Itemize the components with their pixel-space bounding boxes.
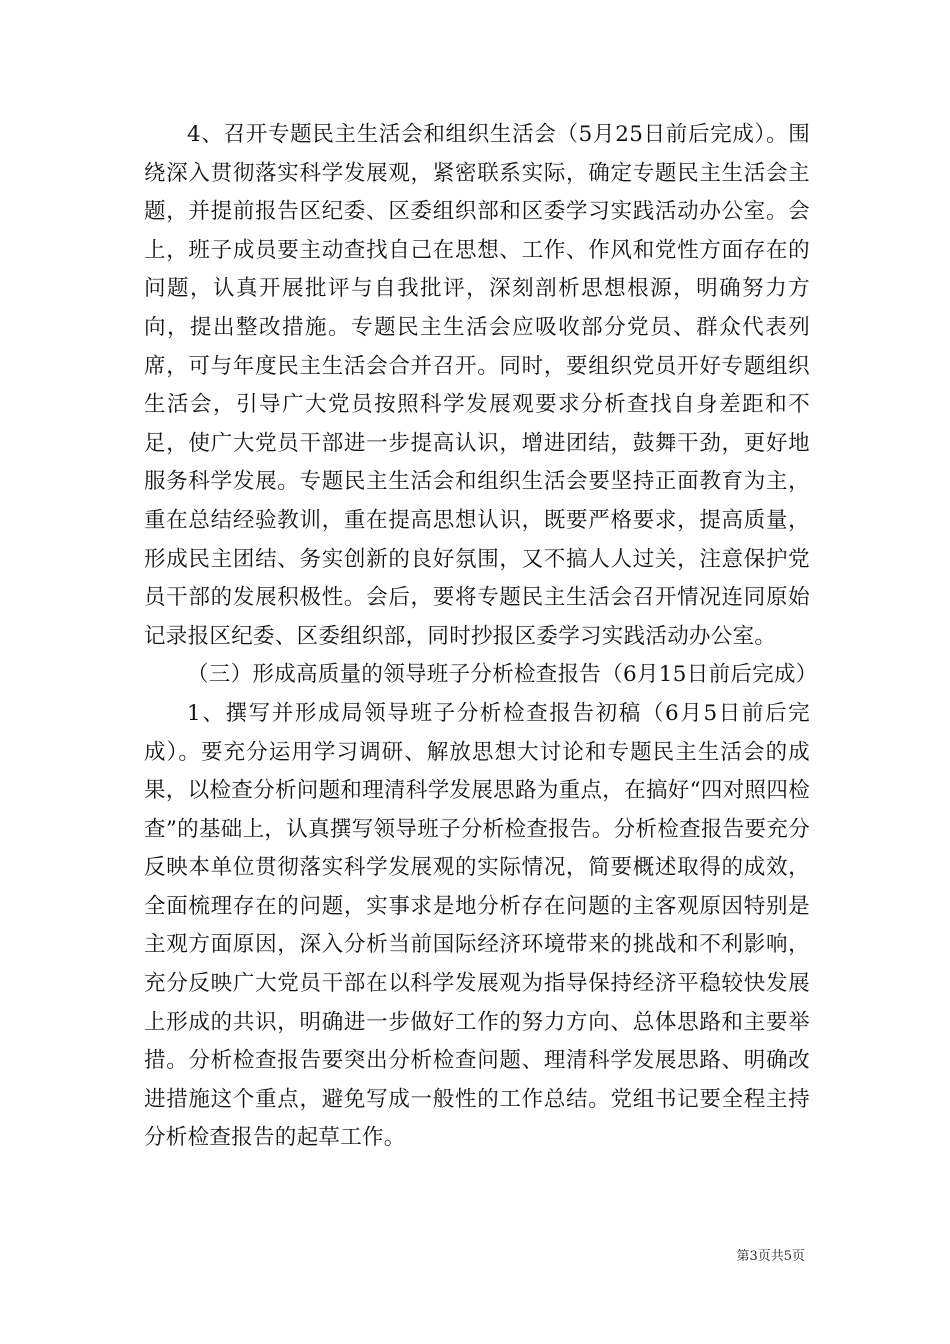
page-number-footer: 第3页共5页	[736, 1249, 805, 1264]
paragraph-report-draft: 1、撰写并形成局领导班子分析检查报告初稿（6月5日前后完成）。要充分运用学习调研、解放思想大讨论和专题民主生活会的成果，以检查分析问题和理清科学发展思路为重点，在搞好“四对照四检查”的基础上，认真撰写领导班子分析检查报告。分析检查报告要充分反映本单位贯彻落实科学发展观的实际情况，简要概述取得的成效，全面梳理存在的问题，实事求是地分析存在问题的主客观原因特别是主观方面原因，深入分析当前国际经济环境带来的挑战和不利影响，充分反映广大党员干部在以科学发展观为指导保持经济平稳较快发展上形成的共识，明确进一步做好工作的努力方向、总体思路和主要举措。分析检查报告要突出分析检查问题、理清科学发展思路、明确改进措施这个重点，避免写成一般性的工作总结。党组书记要全程主持分析检查报告的起草工作。	[144, 700, 810, 1151]
document-body	[144, 116, 818, 1158]
paragraph-meeting-section: 4、召开专题民主生活会和组织生活会（5月25日前后完成）。围绕深入贯彻落实科学发展观，紧密联系实际，确定专题民主生活会主题，并提前报告区纪委、区委组织部和区委学习实践活动办公室。会上，班子成员要主动查找自己在思想、工作、作风和党性方面存在的问题，认真开展批评与自我批评，深刻剖析思想根源，明确努力方向，提出整改措施。专题民主生活会应吸收部分党员、群众代表列席，可与年度民主生活会合并召开。同时，要组织党员开好专题组织生活会，引导广大党员按照科学发展观要求分析查找自身差距和不足，使广大党员干部进一步提高认识，增进团结，鼓舞干劲，更好地服务科学发展。专题民主生活会和组织生活会要坚持正面教育为主，重在总结经验教训，重在提高思想认识，既要严格要求，提高质量，形成民主团结、务实创新的良好氛围，又不搞人人过关，注意保护党员干部的发展积极性。会后，要将专题民主生活会召开情况连同原始记录报区纪委、区委组织部，同时抄报区委学习实践活动办公室。	[144, 122, 810, 649]
section-heading-analysis-report: （三）形成高质量的领导班子分析检查报告（6月15日前后完成）	[187, 662, 818, 688]
